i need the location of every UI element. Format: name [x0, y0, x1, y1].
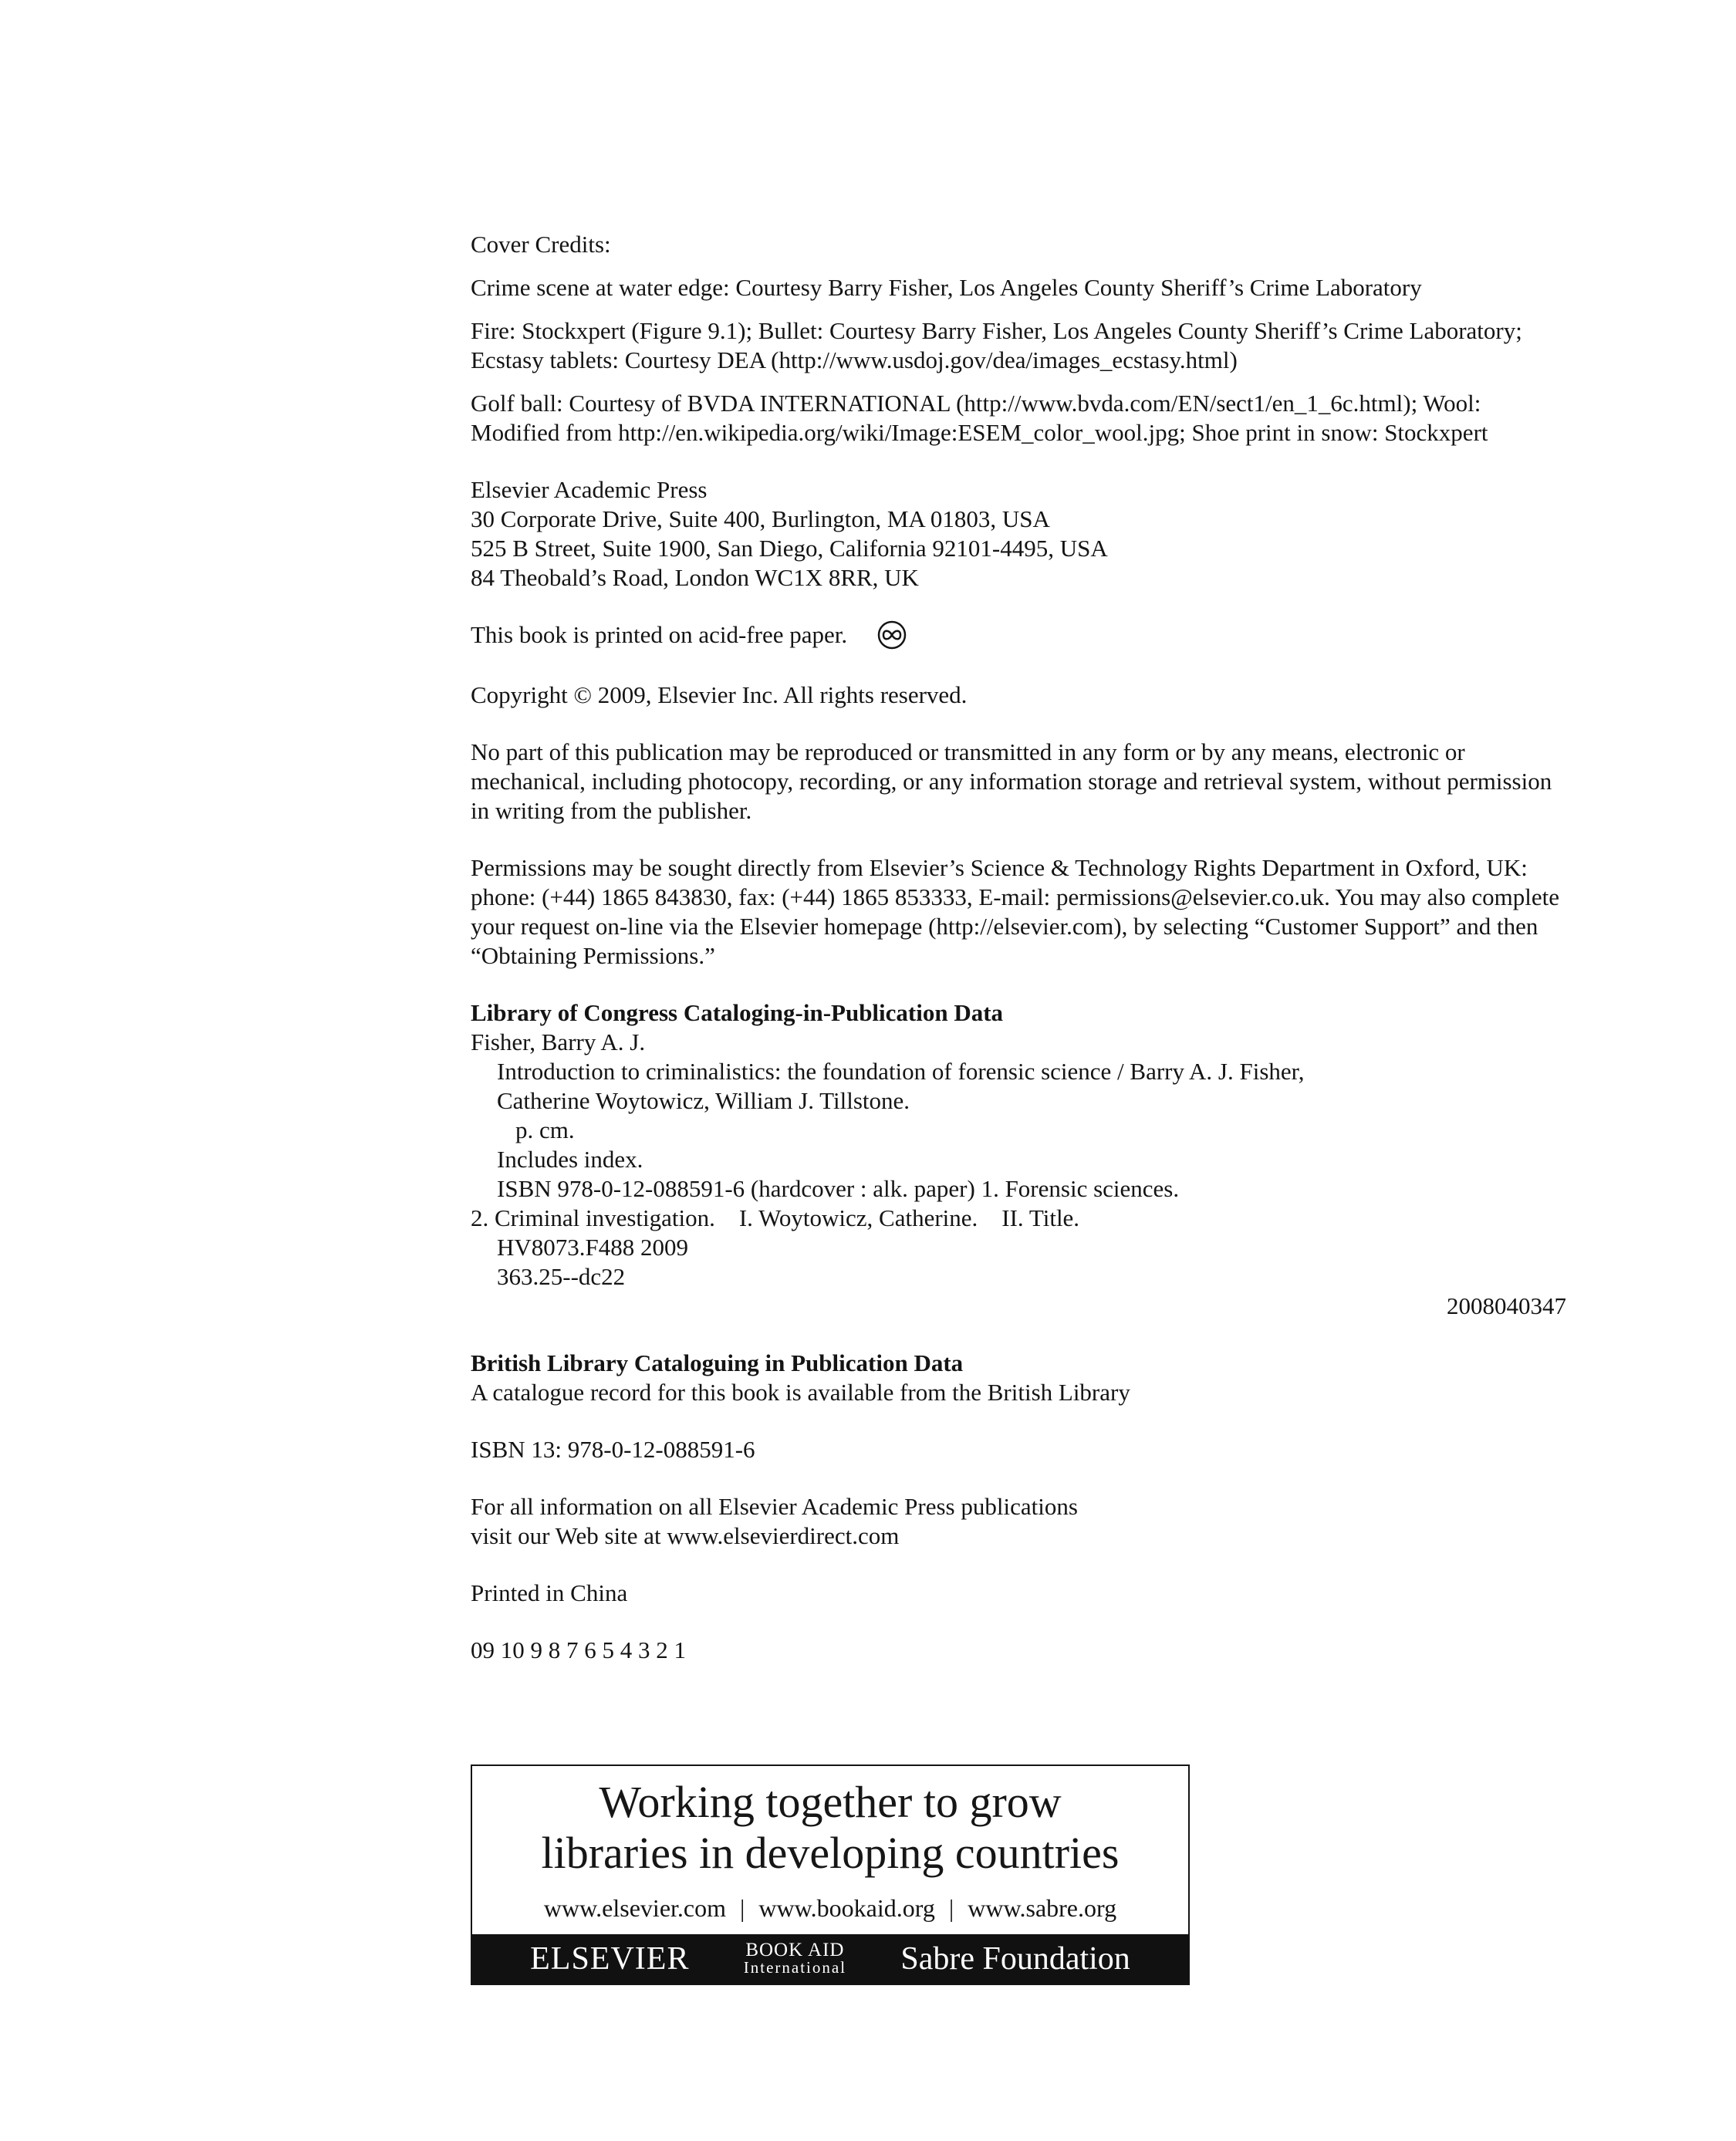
- loc-heading: Library of Congress Cataloging-in-Publication Data: [471, 998, 1004, 1026]
- rights-statement: No part of this publication may be reproduced or transmitted in any form or by any means, electronic or mechanical, including photocopy, recording, or any information storage and retrieval system, without permission in writing from the publisher.: [471, 738, 1552, 824]
- british-library-block: [471, 1349, 1566, 1407]
- publisher-block: [471, 475, 1566, 593]
- loc-line: Catherine Woytowicz, William J. Tillstone.: [497, 1086, 910, 1114]
- banner-logo-bar: [472, 1934, 1188, 1984]
- sabre-foundation-logo: Sabre Foundation: [900, 1941, 1130, 1977]
- loc-cip-block: [471, 998, 1566, 1321]
- loc-line: Includes index.: [497, 1145, 643, 1173]
- publisher-address-1: 30 Corporate Drive, Suite 400, Burlington, MA 01803, USA: [471, 505, 1050, 532]
- publisher-address-2: 525 B Street, Suite 1900, San Diego, California 92101-4495, USA: [471, 535, 1108, 562]
- banner-links: [472, 1893, 1188, 1923]
- banner-headline-line-2: libraries in developing countries: [541, 1828, 1120, 1878]
- isbn-13: ISBN 13: 978-0-12-088591-6: [471, 1435, 755, 1463]
- banner-link-bookaid: www.bookaid.org: [758, 1894, 935, 1922]
- infinity-circle-icon: [876, 620, 907, 650]
- banner-headline: [472, 1777, 1188, 1879]
- banner-headline-line-1: Working together to grow: [599, 1777, 1062, 1827]
- book-aid-banner: [471, 1764, 1190, 1985]
- cover-credits-heading: Cover Credits:: [471, 231, 611, 258]
- british-library-heading: British Library Cataloguing in Publication Data: [471, 1349, 964, 1376]
- printed-in: Printed in China: [471, 1579, 628, 1606]
- cover-credit-1: Crime scene at water edge: Courtesy Barry Fisher, Los Angeles County Sheriff’s Crime Laboratory: [471, 274, 1422, 301]
- acid-free-text: This book is printed on acid-free paper.: [471, 621, 848, 648]
- banner-separator: |: [948, 1894, 954, 1922]
- acid-free-note: [471, 620, 1566, 653]
- loc-line: HV8073.F488 2009: [497, 1233, 689, 1261]
- loc-line: 363.25--dc22: [497, 1262, 626, 1290]
- printing-line: 09 10 9 8 7 6 5 4 3 2 1: [471, 1636, 686, 1663]
- book-aid-logo-top: BOOK AID: [745, 1940, 845, 1960]
- book-aid-logo-bottom: International: [743, 1958, 847, 1977]
- info-line-1: For all information on all Elsevier Academic Press publications: [471, 1492, 1078, 1520]
- banner-separator: |: [740, 1894, 745, 1922]
- british-library-text: A catalogue record for this book is available from the British Library: [471, 1378, 1130, 1406]
- publisher-name: Elsevier Academic Press: [471, 476, 708, 503]
- banner-link-sabre: www.sabre.org: [968, 1894, 1117, 1922]
- loc-line: Introduction to criminalistics: the foundation of forensic science / Barry A. J. Fisher,: [497, 1057, 1305, 1085]
- cover-credit-2: Fire: Stockxpert (Figure 9.1); Bullet: Courtesy Barry Fisher, Los Angeles County Sheriff’s Crime Laboratory; Ecstasy tablets: Courtesy DEA (http://www.usdoj.gov/dea/images_ecstasy.html): [471, 317, 1522, 373]
- permissions-statement: Permissions may be sought directly from Elsevier’s Science & Technology Rights Department in Oxford, UK: phone: (+44) 1865 843830, fax: (+44) 1865 853333, E-mail: permissions@elsevier.co.uk. You may also complete your request on-line via the Elsevier homepage (http://elsevier.com), by selecting “Customer Support” and then “Obtaining Permissions.”: [471, 853, 1559, 969]
- loc-line: ISBN 978-0-12-088591-6 (hardcover : alk. paper) 1. Forensic sciences.: [497, 1174, 1180, 1202]
- copyright-line: Copyright © 2009, Elsevier Inc. All rights reserved.: [471, 680, 968, 708]
- loc-line: 2. Criminal investigation. I. Woytowicz, Catherine. II. Title.: [471, 1204, 1080, 1231]
- book-aid-logo: [744, 1942, 846, 1976]
- publisher-address-3: 84 Theobald’s Road, London WC1X 8RR, UK: [471, 564, 919, 591]
- elsevier-logo: ELSEVIER: [530, 1941, 690, 1977]
- info-line-2: visit our Web site at www.elsevierdirect.com: [471, 1521, 900, 1549]
- banner-link-elsevier: www.elsevier.com: [543, 1894, 726, 1922]
- loc-control-number: 2008040347: [1447, 1292, 1566, 1319]
- loc-line: Fisher, Barry A. J.: [471, 1028, 646, 1055]
- loc-line: p. cm.: [515, 1116, 575, 1143]
- cover-credit-3: Golf ball: Courtesy of BVDA INTERNATIONAL (http://www.bvda.com/EN/sect1/en_1_6c.html); Wool: Modified from http://en.wikipedia.org/wiki/Image:ESEM_color_wool.jpg; Shoe print in snow: Stockxpert: [471, 390, 1488, 446]
- copyright-page: [471, 230, 1566, 1693]
- info-block: [471, 1492, 1566, 1551]
